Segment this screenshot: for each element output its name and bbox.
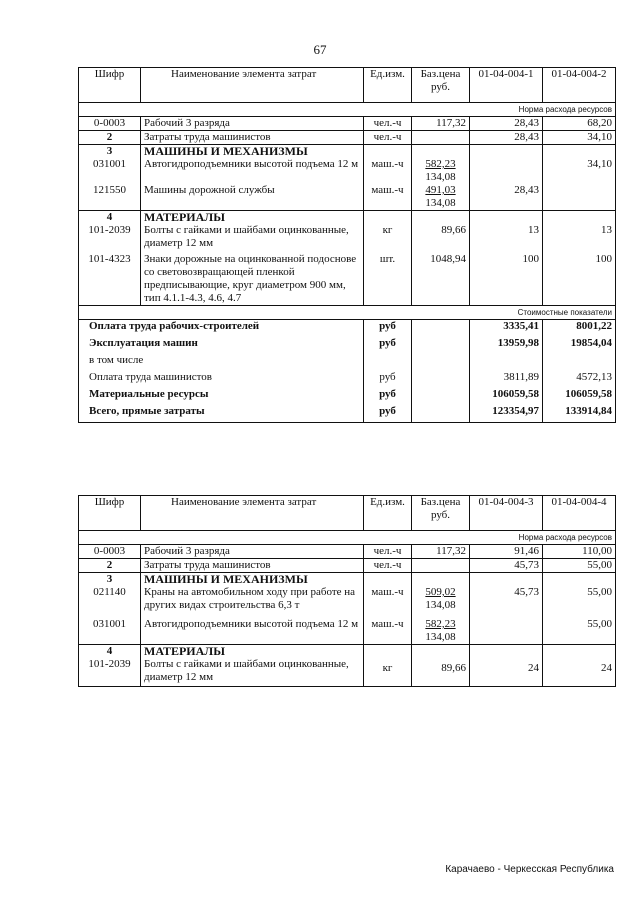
- table-row: 101-2039 Болты с гайками и шайбами оцинкованные, диаметр 12 мм кг 89,66 24 24: [79, 658, 616, 687]
- cost-note-row: [79, 306, 616, 320]
- section-row: 3 МАШИНЫ И МЕХАНИЗМЫ: [79, 573, 616, 587]
- summary-row: Материальные ресурсы руб 106059,58 106059,58: [79, 388, 616, 405]
- table-header: [79, 496, 616, 531]
- table-row: 101-4323 Знаки дорожные на оцинкованной подоснове со световозвращающей пленкой предписывающие, круг диаметром 900 мм, тип 4.1.1-4.3, 4.6, 4.7 шт. 1048,94 100 100: [79, 250, 616, 306]
- estimate-table-1: [78, 67, 616, 423]
- footer-region: Карачаево - Черкесская Республика: [445, 864, 614, 875]
- header-col-a: 01-04-004-3: [470, 496, 543, 531]
- table-row: 021140 Краны на автомобильном ходу при работе на других видах строительства 6,3 т маш.-ч 509,02 134,08 45,73 55,00: [79, 586, 616, 612]
- estimate-table-2: [78, 495, 616, 687]
- header-code: Шифр: [79, 496, 141, 531]
- summary-row: Всего, прямые затраты руб 123354,97 133914,84: [79, 405, 616, 423]
- header-col-b: 01-04-004-4: [543, 496, 616, 531]
- page-number: 67: [313, 42, 327, 57]
- section-row: 3 МАШИНЫ И МЕХАНИЗМЫ: [79, 145, 616, 159]
- table-row: 031001 Автогидроподъемники высотой подъема 12 м маш.-ч 582,23 134,08 34,10: [79, 158, 616, 184]
- header-col-b: 01-04-004-2: [543, 68, 616, 103]
- summary-row: Эксплуатация машин руб 13959,98 19854,04: [79, 337, 616, 354]
- table-row: 121550 Машины дорожной службы маш.-ч 491,03 134,08 28,43: [79, 184, 616, 211]
- table-row: 0-0003 Рабочий 3 разряда чел.-ч 117,32 28,43 68,20: [79, 117, 616, 131]
- header-price: Баз.цена руб.: [412, 68, 470, 103]
- header-price: Баз.цена руб.: [412, 496, 470, 531]
- summary-row: в том числе: [79, 354, 616, 371]
- summary-row: Оплата труда рабочих-строителей руб 3335,41 8001,22: [79, 320, 616, 338]
- table-row: 2 Затраты труда машинистов чел.-ч 28,43 34,10: [79, 131, 616, 145]
- table-row: 101-2039 Болты с гайками и шайбами оцинкованные, диаметр 12 мм кг 89,66 13 13: [79, 224, 616, 250]
- section-row: 4 МАТЕРИАЛЫ: [79, 211, 616, 225]
- header-name: Наименование элемента затрат: [141, 68, 364, 103]
- header-col-a: 01-04-004-1: [470, 68, 543, 103]
- header-unit: Ед.изм.: [364, 68, 412, 103]
- norm-note-row: [79, 531, 616, 545]
- header-name: Наименование элемента затрат: [141, 496, 364, 531]
- table-row: 0-0003 Рабочий 3 разряда чел.-ч 117,32 91,46 110,00: [79, 545, 616, 559]
- summary-row: Оплата труда машинистов руб 3811,89 4572,13: [79, 371, 616, 388]
- section-row: 4 МАТЕРИАЛЫ: [79, 645, 616, 659]
- header-code: Шифр: [79, 68, 141, 103]
- norm-note: Норма расхода ресурсов: [470, 103, 616, 117]
- header-unit: Ед.изм.: [364, 496, 412, 531]
- table-row: 031001 Автогидроподъемники высотой подъема 12 м маш.-ч 582,23 134,08 55,00: [79, 612, 616, 645]
- table-row: 2 Затраты труда машинистов чел.-ч 45,73 55,00: [79, 559, 616, 573]
- norm-note: Норма расхода ресурсов: [470, 531, 616, 545]
- table-header: [79, 68, 616, 103]
- norm-note-row: [79, 103, 616, 117]
- cost-note: Стоимостные показатели: [470, 306, 616, 320]
